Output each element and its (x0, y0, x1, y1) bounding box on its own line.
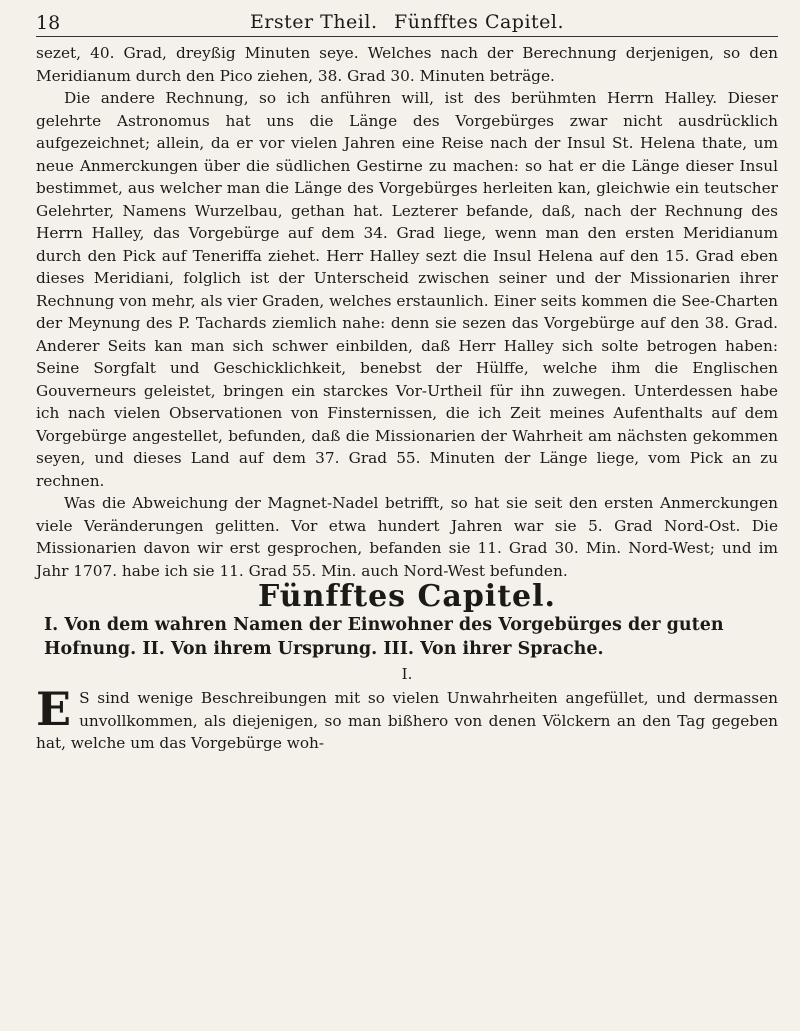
paragraph: Was die Abweichung der Magnet-Nadel betrifft, so hat sie seit den ersten Anmerckungen viele Veränderungen gelitten. Vor etwa hundert Jahren war sie 5. Grad Nord-Ost. Die Missionarien davon wir erst gesprochen, befanden sie 11. Grad 30. Min. Nord-West; und im Jahr 1707. habe ich sie 11. Grad 55. Min. auch Nord-West befunden. (36, 494, 778, 580)
page-body (36, 42, 778, 755)
chapter-first-paragraph (36, 682, 778, 755)
page-number: 18 (36, 12, 61, 34)
paragraph: Die andere Rechnung, so ich anführen will, ist des berühmten Herrn Halley. Dieser gelehrte Astronomus hat uns die Länge des Vorgebürges zwar nicht ausdrücklich aufgezeichnet; allein, da er vor vielen Jahren eine Reise nach der Insul St. Helena thate, um neue Anmerckungen über die südlichen Gestirne zu machen: so hat er die Länge dieser Insul bestimmet, aus welcher man die Länge des Vorgebürges herleiten kan, gleichwie ein teutscher Gelehrter, Namens Wurzelbau, gethan hat. Lezterer befande, daß, nach der Rechnung des Herrn Halley, das Vorgebürge auf dem 34. Grad liege, wenn man den ersten Meridianum durch den Pick auf Teneriffa ziehet. Herr Halley sezt die Insul Helena auf den 15. Grad eben dieses Meridiani, folglich ist der Unterscheid zwischen seiner und der Missionarien ihrer Rechnung von mehr, als vier Graden, welches erstaunlich. Einer seits kommen die See-Charten der Meynung des P. Tachards ziemlich nahe: denn sie sezen das Vorgebürge auf den 38. Grad. Anderer Seits kan man sich schwer einbilden, daß Herr Halley sich solte betrogen haben: Seine Sorgfalt und Geschicklichkeit, benebst der Hülffe, welche ihm die Englischen Gouverneurs geleistet, bringen ein starckes Vor-Urtheil für ihn zuwegen. Unterdessen habe ich nach vielen Observationen von Finsternissen, die ich Zeit meines Aufenthalts auf dem Vorgebürge angestellet, befunden, daß die Missionarien der Wahrheit am nächsten gekommen seyen, und dieses Land auf dem 37. Grad 55. Minuten der Länge liege, vom Pick an zu rechnen. (36, 89, 778, 490)
running-title-chapter: Fünfftes Capitel. (394, 11, 565, 33)
paragraph: sezet, 40. Grad, dreyßig Minuten seye. Welches nach der Berechnung derjenigen, so den Meridianum durch den Pico ziehen, 38. Grad 30. Minuten beträge. (36, 44, 778, 85)
chapter-heading: Fünfftes Capitel. (258, 579, 556, 614)
section-number: I. (401, 664, 413, 683)
drop-cap: E (36, 682, 72, 736)
page-header (36, 8, 778, 37)
paragraph-text: S sind wenige Beschreibungen mit so vielen Unwahrheiten angefüllet, und dermassen unvollkommen, als diejenigen, so man bißhero von denen Völckern an den Tag gegeben hat, welche um das Vorgebürge woh- (36, 689, 778, 752)
chapter-summary: I. Von dem wahren Namen der Einwohner des Vorgebürges der guten Hofnung. II. Von ihrem Ursprung. III. Von ihrer Sprache. (44, 614, 724, 659)
running-title-part: Erster Theil. (249, 11, 378, 33)
running-title (36, 11, 778, 33)
